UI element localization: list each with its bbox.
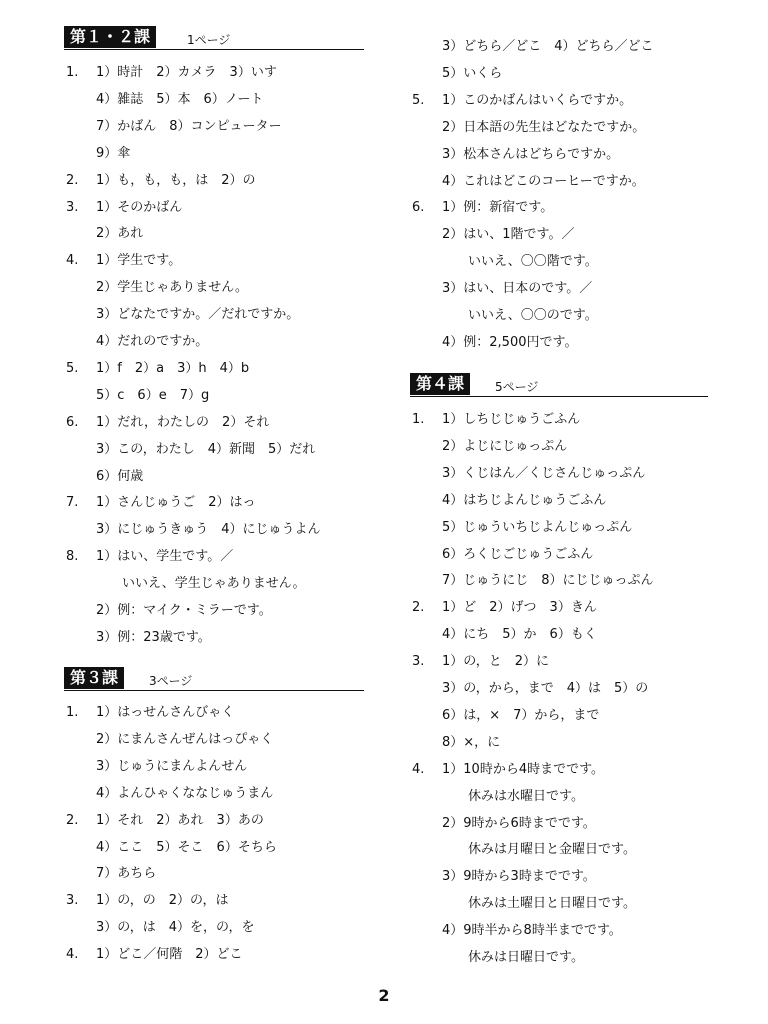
answer-text: 1）そのかばん: [96, 199, 183, 215]
answer-line: [66, 356, 396, 382]
answer-text: 3）9時から3時までです。: [442, 869, 596, 885]
answer-line: [66, 781, 396, 807]
answer-text: 3）松本さんはどちらですか。: [442, 146, 620, 162]
answer-line: [412, 945, 762, 971]
answer-line: [66, 437, 396, 463]
question-number: 8.: [66, 549, 79, 565]
answer-line: [412, 891, 762, 917]
answer-line: [66, 302, 396, 328]
answer-line: [66, 275, 396, 301]
answer-line: [412, 730, 762, 756]
answer-line: [412, 407, 762, 433]
answer-text: 4）だれのですか。: [96, 334, 209, 349]
answer-text: いいえ、学生じゃありません。: [122, 576, 306, 592]
question-number: 1.: [412, 412, 425, 427]
answer-line: [412, 757, 762, 783]
answer-text: 1）も，も，も，は 2）の: [96, 172, 256, 188]
question-number: 5.: [66, 360, 79, 376]
answer-line: [66, 835, 396, 861]
answer-line: [412, 864, 762, 890]
answer-line: [412, 837, 762, 863]
answer-line: [412, 115, 762, 141]
page-number: 2: [378, 986, 390, 1005]
answer-line: [412, 88, 762, 114]
answer-text: 4）例：2,500円です。: [442, 334, 578, 350]
question-number: 3.: [412, 654, 425, 670]
answer-line: [412, 222, 762, 248]
answer-line: [412, 515, 762, 541]
answer-line: [412, 330, 762, 356]
answer-text: 1）の，と 2）に: [442, 654, 550, 670]
answer-line: [66, 517, 396, 543]
answer-text: 4）よんひゃくななじゅうまん: [96, 785, 274, 801]
answer-text: 1）このかばんはいくらですか。: [442, 92, 633, 108]
answer-text: 1）どこ／何階 2）どこ: [96, 947, 243, 963]
answer-text: 3）どちら／どこ 4）どちら／どこ: [442, 39, 654, 54]
answer-line: [66, 598, 396, 624]
answer-line: [66, 383, 396, 409]
answer-line: [66, 168, 396, 194]
answer-line: [66, 544, 396, 570]
answer-text: 2）日本語の先生はどなたですか。: [442, 119, 646, 135]
answer-text: 2）9時から6時までです。: [442, 815, 596, 831]
answer-text: 7）じゅうにじ 8）にじじゅっぷん: [442, 573, 654, 589]
answer-line: [66, 221, 396, 247]
answer-text: 5）じゅういちじよんじゅっぷん: [442, 519, 633, 535]
answer-line: [66, 464, 396, 490]
question-number: 4.: [66, 947, 79, 963]
page-reference: 1ページ: [187, 33, 231, 47]
answer-line: [412, 595, 762, 621]
lesson-title-badge: 第１・２課: [64, 26, 156, 48]
answer-line: [412, 169, 762, 195]
answer-line: [66, 754, 396, 780]
answer-text: 3）はい、日本のです。／: [442, 281, 593, 297]
answer-text: 3）どなたですか。／だれですか。: [96, 307, 300, 323]
page-reference: 3ページ: [149, 674, 193, 688]
answer-line: [412, 542, 762, 568]
answer-text: 6）は，× 7）から，まで: [442, 707, 600, 723]
answer-text: 1）時計 2）カメラ 3）いす: [96, 65, 277, 80]
question-number: 1.: [66, 705, 79, 720]
answer-text: 1）の，の 2）の，は: [96, 893, 229, 909]
answer-line: [412, 461, 762, 487]
answer-text: 3）じゅうにまんよんせん: [96, 758, 248, 774]
answer-text: 休みは日曜日です。: [468, 950, 584, 965]
answer-text: 2）例：マイク・ミラーです。: [96, 603, 272, 618]
answer-text: 3）この，わたし 4）新聞 5）だれ: [96, 441, 316, 457]
answer-text: いいえ、〇〇のです。: [468, 308, 598, 323]
answer-text: 1）10時から4時までです。: [442, 761, 605, 777]
answer-line: [66, 571, 396, 597]
answer-text: 2）よじにじゅっぷん: [442, 438, 568, 454]
answer-text: 4）ここ 5）そこ 6）そちら: [96, 839, 277, 855]
answer-text: 3）の，は 4）を，の，を: [96, 920, 255, 936]
answer-text: 休みは土曜日と日曜日です。: [468, 896, 636, 912]
lesson-title-badge: 第４課: [410, 373, 470, 395]
answer-text: 1）学生です。: [96, 253, 182, 269]
answer-text: 4）はちじよんじゅうごふん: [442, 492, 607, 508]
answer-line: [66, 195, 396, 221]
question-number: 6.: [412, 200, 425, 216]
question-number: 3.: [66, 199, 79, 215]
answer-line: [66, 490, 396, 516]
answer-text: 2）学生じゃありません。: [96, 280, 249, 296]
answer-text: 3）くじはん／くじさんじゅっぷん: [442, 465, 646, 481]
heading-rule: [64, 49, 364, 50]
answer-text: 1）例：新宿です。: [442, 200, 554, 216]
answer-line: [66, 915, 396, 941]
question-number: 2.: [412, 600, 425, 616]
heading-rule: [64, 690, 364, 691]
answer-text: 1）f 2）a 3）h 4）b: [96, 360, 250, 376]
answer-line: [66, 329, 396, 355]
answer-line: [412, 622, 762, 648]
question-number: 2.: [66, 172, 79, 188]
answer-text: 7）かばん 8）コンピューター: [96, 118, 282, 134]
question-number: 5.: [412, 92, 425, 108]
question-number: 3.: [66, 893, 79, 909]
answer-text: 1）はい、学生です。／: [96, 549, 234, 565]
answer-line: [66, 727, 396, 753]
section-heading-lesson-4: [410, 373, 708, 397]
answer-text: 3）にじゅうきゅう 4）にじゅうよん: [96, 522, 321, 538]
answer-text: 3）例：23歳です。: [96, 629, 211, 645]
answer-line: [412, 918, 762, 944]
answer-line: [66, 625, 396, 651]
section-heading-lesson-1-2: [64, 26, 364, 50]
answer-line: [412, 195, 762, 221]
answer-line: [66, 87, 396, 113]
answer-text: 1）はっせんさんびゃく: [96, 705, 235, 720]
answer-text: 1）ど 2）げつ 3）きん: [442, 600, 597, 616]
answer-text: 1）さんじゅうご 2）はっ: [96, 495, 256, 511]
answer-text: 5）c 6）e 7）g: [96, 387, 210, 403]
answer-text: 1）だれ，わたしの 2）それ: [96, 414, 270, 430]
answer-text: 休みは月曜日と金曜日です。: [468, 842, 636, 858]
answer-text: 休みは水曜日です。: [468, 788, 584, 804]
answer-text: いいえ、〇〇階です。: [468, 254, 598, 270]
answer-line: [412, 488, 762, 514]
answer-line: [412, 142, 762, 168]
question-number: 4.: [66, 253, 79, 269]
answer-line: [412, 568, 762, 594]
answer-line: [412, 784, 762, 810]
answer-text: 4）雑誌 5）本 6）ノート: [96, 91, 264, 107]
answer-text: 8）×，に: [442, 734, 501, 750]
answer-line: [66, 808, 396, 834]
answer-text: 2）にまんさんぜんはっぴゃく: [96, 731, 274, 747]
answer-line: [412, 34, 762, 60]
question-number: 7.: [66, 495, 79, 511]
answer-line: [412, 303, 762, 329]
answer-text: 4）9時半から8時半までです。: [442, 923, 622, 939]
page-reference: 5ページ: [495, 380, 539, 394]
answer-line: [412, 276, 762, 302]
answer-text: 4）にち 5）か 6）もく: [442, 627, 597, 643]
answer-line: [412, 703, 762, 729]
answer-text: 6）ろくじごじゅうごふん: [442, 546, 594, 562]
answer-line: [66, 700, 396, 726]
answer-line: [66, 114, 396, 140]
answer-text: 4）これはどこのコーヒーですか。: [442, 173, 645, 189]
lesson-title-badge: 第３課: [64, 667, 124, 689]
answer-line: [412, 434, 762, 460]
answer-line: [66, 888, 396, 914]
answer-line: [66, 60, 396, 86]
answer-line: [412, 811, 762, 837]
answer-line: [412, 649, 762, 675]
section-heading-lesson-3: [64, 667, 364, 691]
answer-text: 1）しちじじゅうごふん: [442, 412, 581, 427]
answer-text: 1）それ 2）あれ 3）あの: [96, 812, 264, 828]
answer-line: [66, 410, 396, 436]
answer-line: [66, 942, 396, 968]
answer-text: 7）あちら: [96, 866, 157, 882]
answer-line: [66, 141, 396, 167]
answer-line: [412, 676, 762, 702]
answer-line: [66, 248, 396, 274]
answer-text: 3）の，から，まで 4）は 5）の: [442, 681, 649, 696]
answer-line: [412, 61, 762, 87]
question-number: 4.: [412, 761, 425, 777]
question-number: 2.: [66, 812, 79, 828]
question-number: 1.: [66, 65, 79, 80]
heading-rule: [410, 396, 708, 397]
answer-line: [66, 861, 396, 887]
answer-text: 2）あれ: [96, 226, 144, 242]
question-number: 6.: [66, 414, 79, 430]
answer-text: 6）何歳: [96, 468, 144, 484]
answer-text: 2）はい、1階です。／: [442, 227, 575, 243]
answer-text: 5）いくら: [442, 65, 503, 81]
answer-text: 9）傘: [96, 145, 131, 161]
answer-line: [412, 249, 762, 275]
